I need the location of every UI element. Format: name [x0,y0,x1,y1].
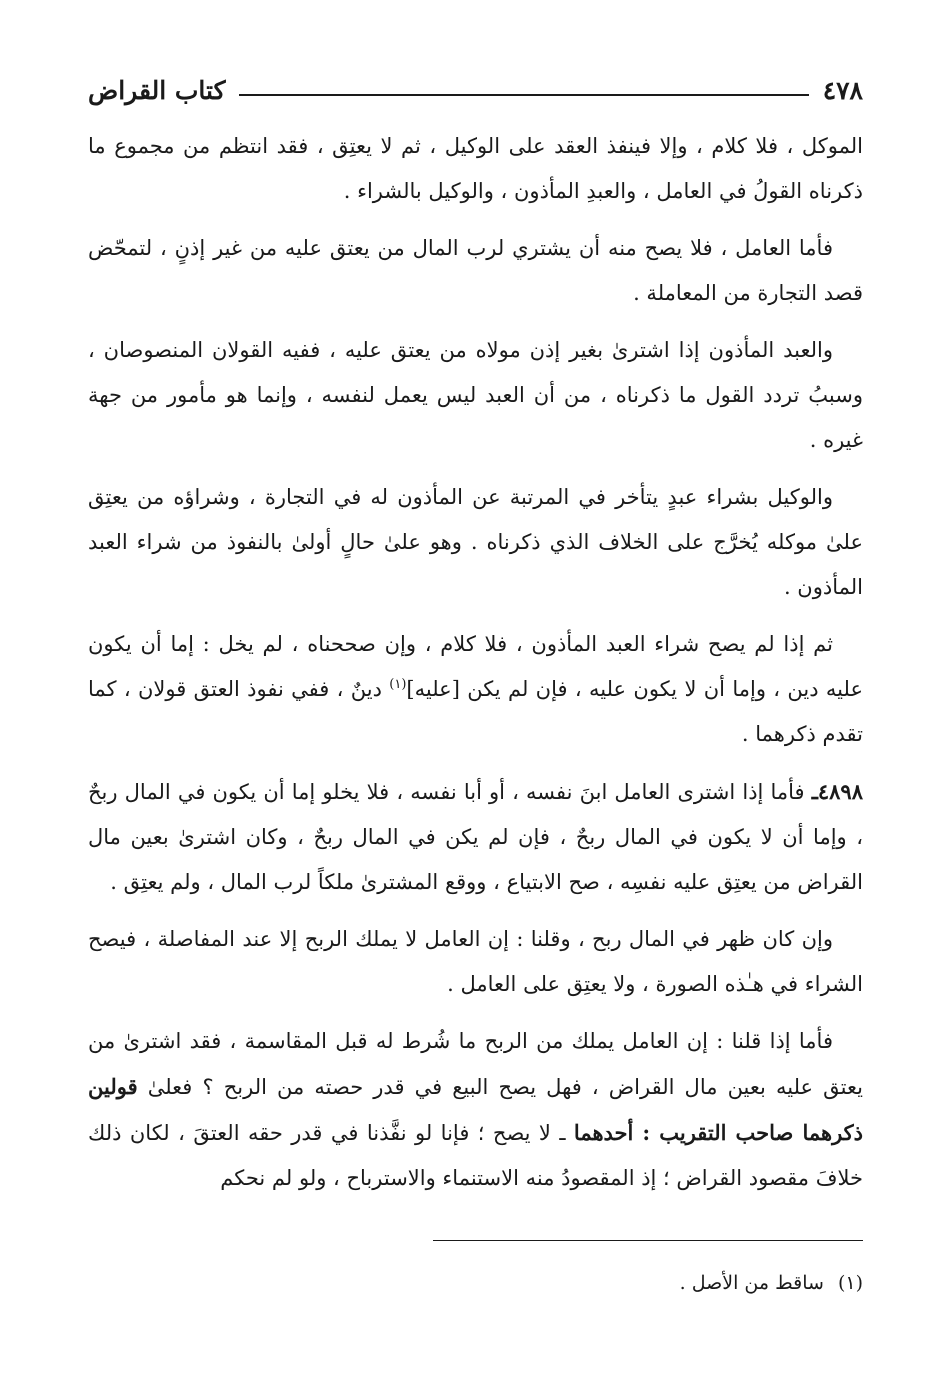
book-title: كتاب القراض [88,75,226,105]
footnote [88,1268,863,1298]
paragraph-text: والوكيل بشراء عبدٍ يتأخر في المرتبة عن المأذون له في التجارة ، وشراؤه من يعتِق علىٰ موكله يُخرَّج على الخلاف الذي ذكرناه . وهو علىٰ حالٍ أولىٰ بالنفوذ من شراء العبد المأذون . [88,485,863,599]
header-rule [239,94,808,96]
numbered-paragraph [88,769,863,905]
footnote-number: (١) [837,1272,863,1294]
paragraph-text: فأما العامل ، فلا يصح منه أن يشتري لرب المال من يعتق عليه من غير إذنٍ ، لتمحّض قصد التجارة من المعاملة . [88,236,863,305]
footnote-separator [433,1240,863,1241]
paragraph [88,622,863,757]
paragraph-text: ثم إذا لم يصح شراء العبد المأذون ، فلا كلام ، وإن صححناه ، لم يخل : إما أن يكون عليه دين ، وإما أن لا يكون عليه ، فإن لم يكن [عليه] [88,632,863,701]
footnote-text: ساقط من الأصل . [679,1272,824,1294]
paragraph [88,917,863,1007]
paragraph-number: ٤٨٩٨ـ [811,779,863,804]
page-number: ٤٧٨ [822,75,863,105]
paragraph-text: والعبد المأذون إذا اشترىٰ بغير إذن مولاه من يعتق عليه ، ففيه القولان المنصوصان ، وسببُ تردد القول ما ذكرناه ، من أن العبد ليس يعمل لنفسه ، وإنما هو مأمور من جهة غيره . [88,338,863,452]
paragraph-text: الموكل ، فلا كلام ، وإلا فينفذ العقد على الوكيل ، ثم لا يعتِق ، فقد انتظم من مجموع ما ذكرناه القولُ في العامل ، والعبدِ المأذون ، والوكيل بالشراء . [88,134,863,203]
paragraph-text: ـ لا يصح ؛ فإنا لو نفَّذنا في قدر حقه العتقَ ، لكان ذلك خلافَ مقصود القراض ؛ إذ المقصودُ منه الاستنماء والاسترباح ، ولو لم نحكم [88,1121,863,1190]
footnote-reference: (١) [389,677,407,692]
paragraph [88,124,863,214]
paragraph-text: فأما إذا اشترى العامل ابنَ نفسه ، أو أبا نفسه ، فلا يخلو إما أن يكون في المال ربحٌ ، وإما أن لا يكون في المال ربحٌ ، فإن لم يكن في المال ربحٌ ، وكان اشترىٰ بعين مال القراض من يعتِق عليه نفسِه ، صح الابتياع ، ووقع المشترىٰ ملكاً لرب المال ، ولم يعتِق . [88,780,863,894]
paragraph-text: وإن كان ظهر في المال ربح ، وقلنا : إن العامل لا يملك الربح إلا عند المفاصلة ، فيصح الشراء في هـٰذه الصورة ، ولا يعتِق على العامل . [88,927,863,996]
bold-text: قولين ذكرهما صاحب التقريب : أحدهما [88,1074,863,1145]
paragraph [88,226,863,316]
paragraph [88,1019,863,1201]
body-text [88,124,863,1213]
paragraph-text: دينٌ ، ففي نفوذ العتق قولان ، كما تقدم ذكرهما . [88,677,863,746]
paragraph [88,328,863,463]
running-header [88,70,863,110]
paragraph-text: فأما إذا قلنا : إن العامل يملك من الربح ما شُرط له قبل المقاسمة ، فقد اشترىٰ من يعتق عليه بعين مال القراض ، فهل يصح البيع في قدر حصته من الربح ؟ فعلىٰ [88,1029,863,1099]
paragraph [88,475,863,610]
